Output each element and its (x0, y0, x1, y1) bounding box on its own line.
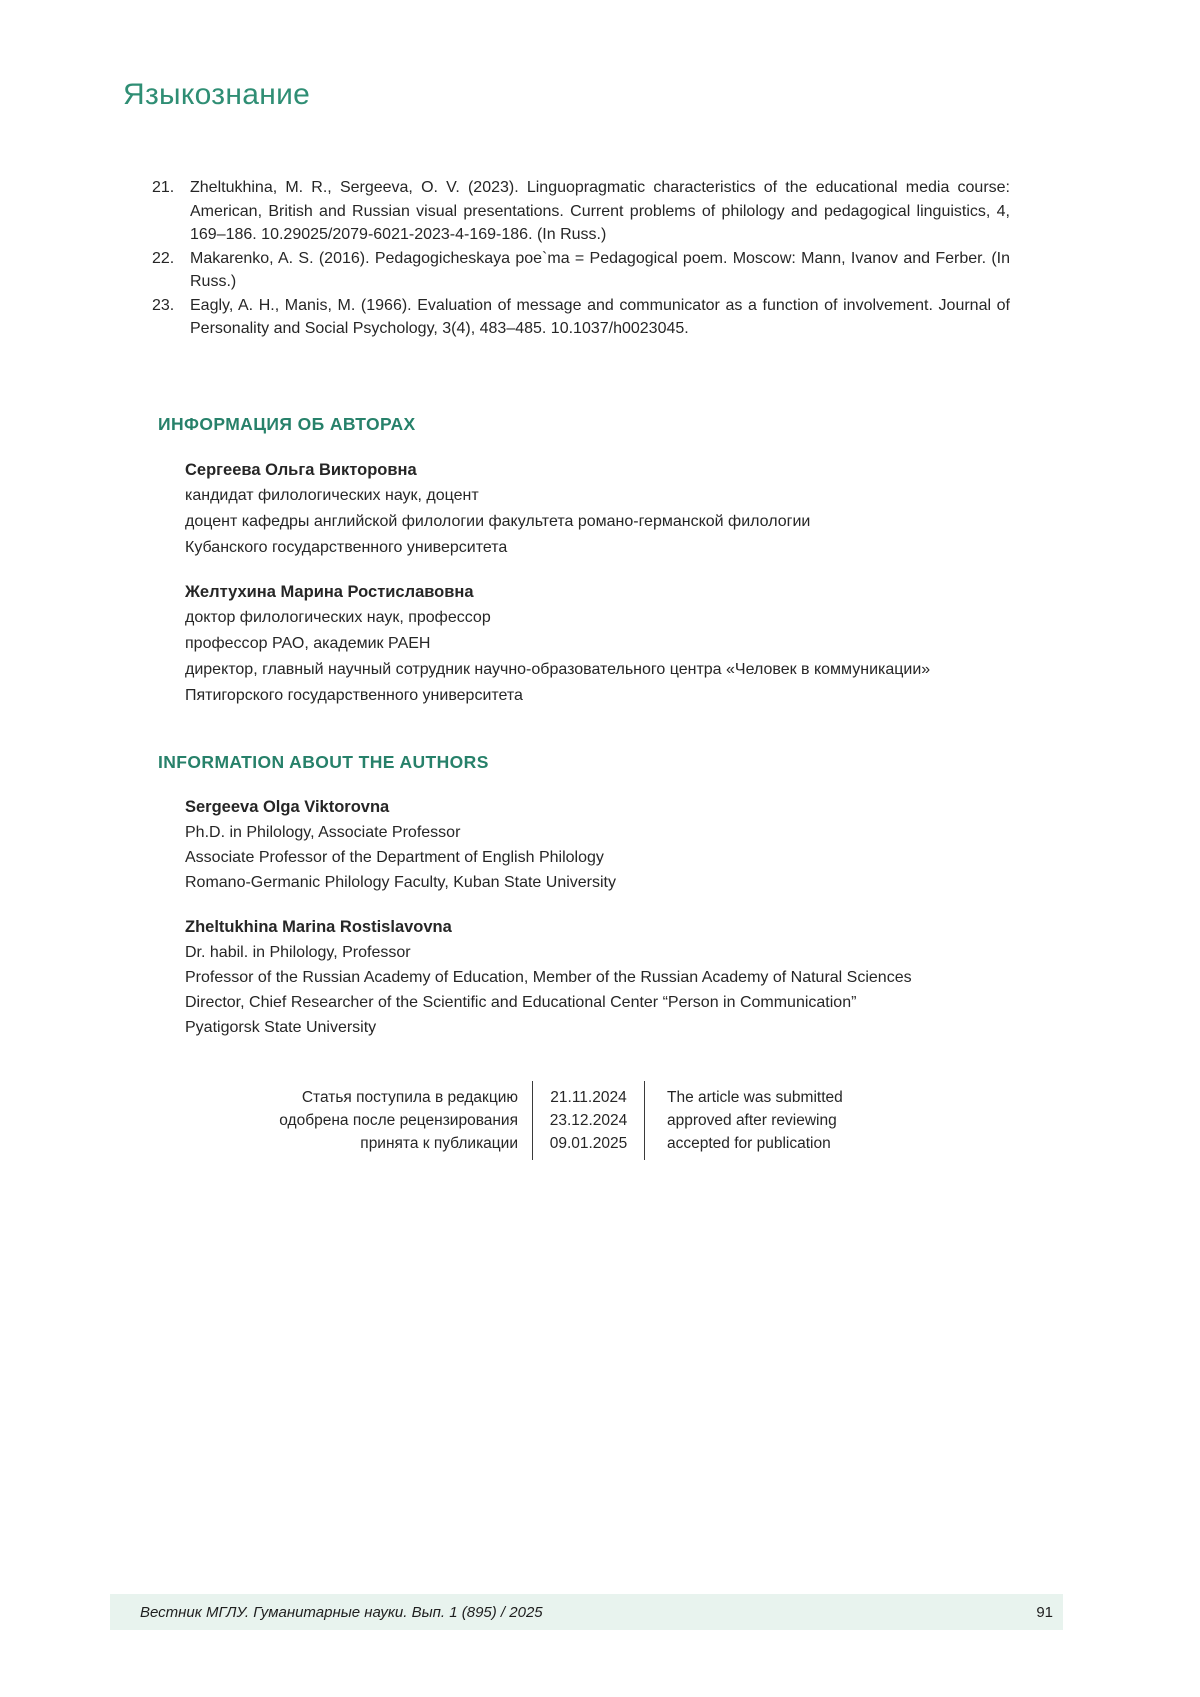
footer-bar (110, 1594, 1063, 1630)
author-detail-line: Ph.D. in Philology, Associate Professor (185, 824, 461, 841)
date-label-ru: принята к публикации (360, 1135, 518, 1152)
reference-text: Makarenko, A. S. (2016). Pedagogicheskaya poe`ma = Pedagogical poem. Moscow: Mann, Ivanov and Ferber. (In Russ.) (190, 249, 1010, 290)
references-list (152, 176, 1010, 341)
author-detail-line: профессор РАО, академик РАЕН (185, 635, 431, 652)
author-detail-line: директор, главный научный сотрудник научно-образовательного центра «Человек в коммуникации» (185, 661, 931, 678)
author-block-en-sergeeva (185, 795, 1045, 895)
footer-page-number: 91 (1036, 1603, 1053, 1621)
date-label-en: approved after reviewing (667, 1112, 837, 1129)
reference-number: 23. (152, 296, 175, 314)
author-detail-line: Dr. habil. in Philology, Professor (185, 944, 411, 961)
date-label-en: The article was submitted (667, 1089, 843, 1106)
page-title: Языкознание (123, 78, 311, 111)
reference-text: Eagly, A. H., Manis, M. (1966). Evaluation of message and communicator as a function of involvement. Journal of Personality and Social Psychology, 3(4), 483–485. 10.1037/h0023045. (190, 296, 1010, 337)
author-detail-line: Кубанского государственного университета (185, 539, 508, 556)
author-detail-line: Director, Chief Researcher of the Scientific and Educational Center “Person in Communication” (185, 994, 857, 1011)
author-detail-line: кандидат филологических наук, доцент (185, 487, 479, 504)
date-value: 09.01.2025 (549, 1135, 628, 1152)
dates-values (533, 1081, 645, 1160)
reference-item (152, 294, 1010, 341)
date-value: 23.12.2024 (549, 1112, 628, 1129)
date-value: 21.11.2024 (550, 1089, 627, 1106)
heading-authors-info-en: INFORMATION ABOUT THE AUTHORS (158, 752, 489, 772)
author-block-ru-sergeeva (185, 457, 1045, 561)
dates-labels-ru (270, 1081, 533, 1160)
date-label-en: accepted for publication (667, 1135, 831, 1152)
author-name: Sergeeva Olga Viktorovna (185, 798, 390, 816)
author-detail-line: доцент кафедры английской филологии факультета романо-германской филологии (185, 513, 811, 530)
reference-number: 21. (152, 179, 175, 196)
author-detail-line: Pyatigorsk State University (185, 1019, 377, 1036)
author-detail-line: Пятигорского государственного университета (185, 687, 523, 704)
date-label-ru: одобрена после рецензирования (279, 1112, 518, 1129)
author-block-ru-zheltukhina (185, 579, 1045, 709)
article-dates-block (270, 1081, 843, 1160)
author-name: Сергеева Ольга Викторовна (185, 461, 417, 479)
author-detail-line: Romano-Germanic Philology Faculty, Kuban State University (185, 874, 616, 891)
date-label-ru: Статья поступила в редакцию (301, 1089, 518, 1106)
author-name: Желтухина Марина Ростиславовна (185, 583, 474, 601)
author-detail-line: Professor of the Russian Academy of Education, Member of the Russian Academy of Natural Sciences (185, 969, 912, 986)
reference-item (152, 176, 1010, 247)
footer-journal-title: Вестник МГЛУ. Гуманитарные науки. Вып. 1 (895) / 2025 (140, 1603, 543, 1621)
reference-text: Zheltukhina, M. R., Sergeeva, O. V. (2023). Linguopragmatic characteristics of the educational media course: American, British and Russian visual presentations. Current problems of philology and pedagogical linguistics, 4, 169–186. 10.29025/2079-6021-2023-4-169-186. (In Russ.) (190, 179, 1010, 243)
author-detail-line: Associate Professor of the Department of English Philology (185, 849, 604, 866)
author-name: Zheltukhina Marina Rostislavovna (185, 918, 452, 936)
author-detail-line: доктор филологических наук, профессор (185, 609, 491, 626)
dates-labels-en (645, 1081, 843, 1160)
reference-item (152, 247, 1010, 294)
reference-number: 22. (152, 249, 175, 267)
heading-authors-info-ru: ИНФОРМАЦИЯ ОБ АВТОРАХ (158, 414, 416, 434)
author-block-en-zheltukhina (185, 915, 1045, 1040)
